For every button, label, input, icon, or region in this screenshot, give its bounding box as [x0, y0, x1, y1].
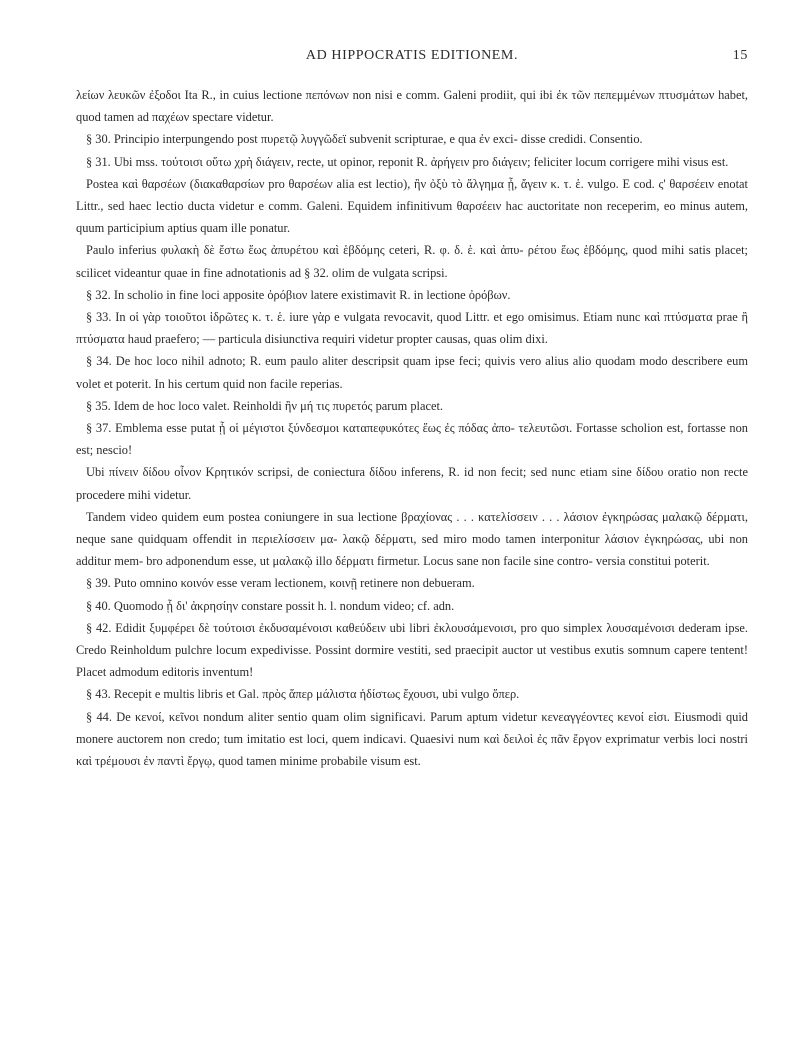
paragraph-39: § 39. Puto omnino κοινόν esse veram lectionem, κοινῇ retinere non debueram. — [86, 576, 475, 591]
paragraph-43: § 43. Recepit e multis libris et Gal. πρὸς ἅπερ μάλιστα ἡδίστως ἔχουσι, ubi vulgo ὅπερ. — [86, 687, 520, 702]
paragraph-42: § 42. Edidit ξυμφέρει δὲ τούτοισι ἐκδυσαμένοισι καθεύδειν ubi libri ἐκλουσάμενοισι, pro quo simplex λουσαμένοισι dederam ipse. Credo Reinholdum pulchre locum expedivisse. Possint dormire vestiti, sed praecipit auctor ut vestibus exutis somnum capere tentent! Placet admodum editoris inventum! — [76, 620, 748, 680]
paragraph-40: § 40. Quomodo ᾗ δι' ἀκρησίην constare possit h. l. nondum video; cf. adn. — [86, 598, 455, 613]
paragraph-30: § 30. Principio interpungendo post πυρετῷ λυγγῶδεϊ subvenit scripturae, e qua ἐν exci- disse credidi. Consentio. — [86, 132, 643, 147]
paragraph-37-tandem: Tandem video quidem eum postea coniungere in sua lectione βραχίονας . . . κατελίσσειν . . . λάσιον ἐγκηρώσας μαλακῷ δέρματι, neque sane quidquam offendit in περιελίσσειν μα- λακῷ δέρματι, sed miro modo tamen interponitur λάσιον ἐγκηρώσας, ubi non additur mem- bro adponendum esse, ut μαλακῷ illo δέρματι firmetur. Locus sane non facile sine contro- versia constitui poterit. — [76, 509, 748, 569]
paragraph-37: § 37. Emblema esse putat ᾗ οἱ μέγιστοι ξύνδεσμοι καταπεφυκότες ἕως ἐς πόδας ἀπο- τελευτῶσι. Fortasse scholion est, fortasse non est; nescio! — [76, 421, 748, 458]
paragraph-31-paulo-inferius: Paulo inferius φυλακὴ δὲ ἔστω ἕως ἀπυρέτου καὶ ἑβδόμης ceteri, R. φ. δ. ἑ. καὶ ἀπυ- ρέτου ἕως ἑβδόμης, quod mihi satis placet; scilicet videantur quae in fine adnotationis ad § 32. olim de vulgata scripsi. — [76, 243, 748, 280]
paragraph-34: § 34. De hoc loco nihil adnoto; R. eum paulo aliter descripsit quam ipse feci; quivis vero alius alio quodam modo describere eum volet et poterit. In his certum quid non facile reperias. — [76, 354, 748, 391]
running-title: AD HIPPOCRATIS EDITIONEM. — [305, 48, 519, 63]
paragraph-35: § 35. Idem de hoc loco valet. Reinholdi ἢν μή τις πυρετός parum placet. — [86, 398, 443, 413]
paragraph-31-postea: Postea καὶ θαρσέων (διακαθαρσίων pro θαρσέων alia est lectio), ἢν ὀξὺ τὸ ἄλγημα ᾖ, ἄγειν κ. τ. ἑ. vulgo. E cod. ς' θαρσέειν enotat Littr., sed haec lectio ducta videtur e comm. Galeni. Equidem infinitivum θαρσέειν hac auctoritate non receperim, eo minus autem, quum participium aptius quam ille ponatur. — [76, 176, 748, 236]
paragraph-37-ubi: Ubi πίνειν δίδου οἶνον Κρητικόν scripsi, de coniectura δίδου inferens, R. id non fecit; sed nunc etiam sine δίδου oratio non recte procedere mihi videtur. — [76, 465, 748, 502]
body-text — [76, 84, 748, 772]
page-number: 15 — [732, 48, 748, 63]
page — [76, 48, 748, 772]
paragraph-29-end: λείων λευκῶν ἐξοδοι Ita R., in cuius lectione πεπόνων non nisi e comm. Galeni prodiit, qui ibi ἐκ τῶν πεπεμμένων πτυσμάτων habet, quod tamen ad παχέων spectare videtur. — [76, 88, 748, 125]
running-head — [76, 48, 748, 70]
paragraph-44: § 44. De κενοί, κεῖνοι nondum aliter sentio quam olim significavi. Parum aptum videtur κενεαγγέοντες κενοί εἰσι. Eiusmodi quid monere auctorem non credo; tum imitatio est loci, quem indicavi. Quaesivi num καὶ δειλοὶ ἐς πᾶν ἔργον exprimatur verbis loci nostri καὶ τρέμουσι ἐν παντὶ ἔργῳ, quod tamen minime probabile visum est. — [76, 709, 748, 769]
paragraph-31: § 31. Ubi mss. τούτοισι οὕτω χρὴ διάγειν, recte, ut opinor, reponit R. ἀρήγειν pro διάγειν; feliciter locum corrigere mihi visus est. — [86, 154, 729, 169]
paragraph-33: § 33. In οἱ γὰρ τοιοῦτοι ἱδρῶτες κ. τ. ἑ. iure γὰρ e vulgata revocavit, quod Littr. et ego omisimus. Etiam nunc καὶ πτύσματα prae ἢ πτύσματα haud praefero; — particula disiunctiva requiri videtur propter causas, quas olim dixi. — [76, 310, 748, 347]
paragraph-32: § 32. In scholio in fine loci apposite ὀρόβιον latere existimavit R. in lectione ὀρόβων. — [86, 287, 511, 302]
